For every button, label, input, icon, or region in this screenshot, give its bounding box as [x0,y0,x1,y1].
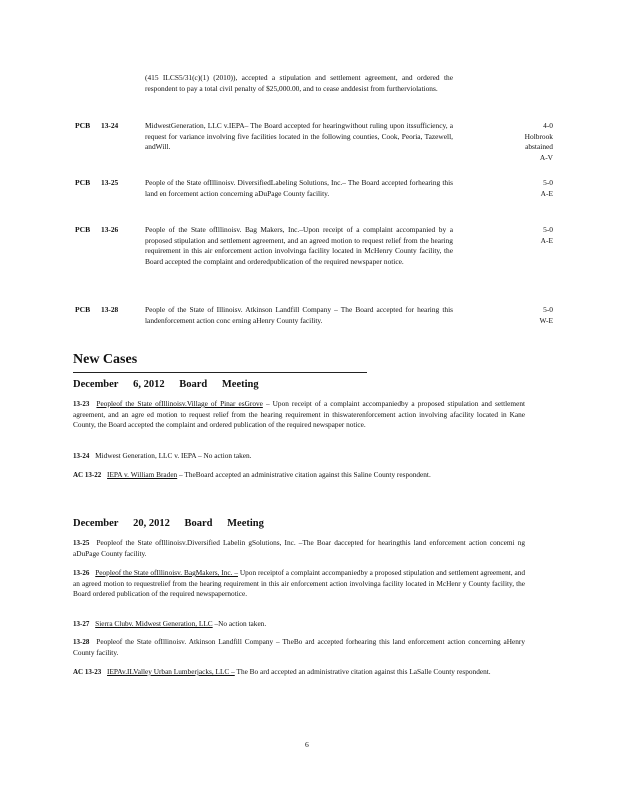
new-cases-heading: New Cases [73,352,138,367]
vote-line: 5-0 [543,225,553,234]
case-number: AC 13-23 [73,668,102,676]
meeting-label: Meeting [227,518,264,529]
case-number: 13-26 [73,569,90,577]
case-entry [73,637,525,658]
meeting-month: December [73,518,119,529]
case-title: IEPA v. William Braden [107,470,178,479]
meeting-board: Board [184,518,213,529]
docket-code: PCB [75,178,91,187]
meeting-day: 20, 2012 [133,518,170,529]
case-entry [73,451,525,462]
docket-code: PCB [75,225,91,234]
case-title: Peopleof the State ofIllinoisv. BagMakers, Inc. – [95,568,238,577]
case-number: 13-28 [73,638,90,646]
case-entry [73,470,525,481]
continuation-paragraph: (415 ILCS5/31(c)(1) (2010)), accepted a stipulation and settlement agreement, and ordered the respondent to pay a total civil penalty of $25,000.00, and to cease anddesist from furtherviolations. [145,73,453,93]
vote-line: 5-0 [543,305,553,314]
case-text: Peopleof the State ofIllinoisv. Atkinson Landfill Company – TheBo ard accepted forhearing this land enforcement action concerning aHenry County facility. [73,637,526,657]
docket-description: MidwestGeneration, LLC v.IEPA– The Board accepted for hearingwithout ruling upon itssufficiency, a request for variance involving five facilities located in the following counties, Cook, Peoria, Tazewell, andWill. [145,121,453,151]
vote-line: A-E [540,188,553,198]
case-entry [73,619,525,630]
vote-line: A-E [540,235,553,245]
docket-code: PCB [75,121,91,130]
docket-entry [75,305,553,345]
docket-number: 13-25 [101,178,119,187]
vote-line: abstained [525,142,553,151]
vote-line: W-E [539,315,553,325]
case-text: – Upon receipt of a complaint accompaniedby a proposed stipulation and settlement agreement, and an agre ed motion to request relief from the hearing requirement in thiswaterenforcement action involving afacility located in Kane County, the Board accepted the complaint and ordered publication of the required newspaper notice. [73,399,526,429]
vote-tally [483,121,553,163]
vote-line: Holbrook [524,131,553,141]
case-text: Peopleof the State ofIllinoisv.Diversified Labelin gSolutions, Inc. –The Boar daccepted for hearingthis land enforcement action concemi ng aDuPage County facility. [73,538,525,558]
case-number: AC 13-22 [73,471,102,479]
case-number: 13-27 [73,620,90,628]
vote-line: A-V [539,152,553,162]
vote-tally [483,305,553,326]
docket-entry [75,121,553,161]
vote-line: 4-0 [543,121,553,130]
section-rule [73,372,367,373]
case-entry [73,538,525,559]
docket-entry [75,178,553,218]
docket-description: People of the State ofIllinoisv. Bag Makers, Inc.–Upon receipt of a complaint accompanied by a proposed stipulation and settlement agreement, and an agreed motion to request relief from the hearing requirement in this air enforcement action involvinga facility located in McHenry County facility, the Board accepted the complaint and orderedpublication of the required newspaper notice. [145,225,453,266]
case-text: – TheBoard accepted an administrative citation against this Saline County respondent. [179,470,431,479]
docket-description: People of the State of Illinoisv. Atkinson Landfill Company – The Board accepted for hearing this landenforcement action conc erning aHenry County facility. [145,305,453,325]
case-title: Sierra Clubv. Midwest Generation, LLC [95,619,213,628]
docket-number: 13-26 [101,225,119,234]
case-text: Midwest Generation, LLC v. IEPA – No action taken. [95,451,252,460]
meeting-month: December [73,379,119,390]
case-entry [73,399,525,431]
meeting-label: Meeting [221,379,259,390]
case-title: Peopleof the State ofIllinoisv.Village of Pinar esGrove [96,399,263,408]
docket-code: PCB [75,305,91,314]
page-number: 6 [305,740,309,749]
vote-line: 5-0 [543,178,553,187]
docket-number: 13-24 [101,121,119,130]
docket-number: 13-28 [101,305,119,314]
case-text: The Bo ard accepted an administrative citation against this LaSalle County respondent. [236,667,491,676]
meeting-board: Board [179,379,208,390]
case-number: 13-25 [73,539,90,547]
case-entry [73,568,525,600]
case-title: IEPAv.ILValley Urban Lumberjacks, LLC – [107,667,235,676]
docket-description: People of the State ofIllinoisv. DiversifiedLabeling Solutions, Inc.– The Board accepted forhearing this land en forcement action concerning aDuPage County facility. [145,178,453,198]
case-number: 13-23 [73,400,90,408]
case-number: 13-24 [73,452,90,460]
vote-tally [483,178,553,199]
case-entry [73,667,525,678]
vote-tally [483,225,553,246]
meeting-heading [73,518,276,529]
meeting-day: 6, 2012 [133,379,165,390]
meeting-heading [73,379,271,390]
docket-entry [75,225,553,265]
case-text: –No action taken. [214,619,267,628]
case-text: Upon receiptof a complaint accompaniedby a proposed stipulation and settlement agreement, and an agreed motion to requestrelief from the hearing requirement in this air enforcement action involvinga facility located in McHenr y County facility, the Board ordered publication of the required newspapernotice. [73,568,525,598]
